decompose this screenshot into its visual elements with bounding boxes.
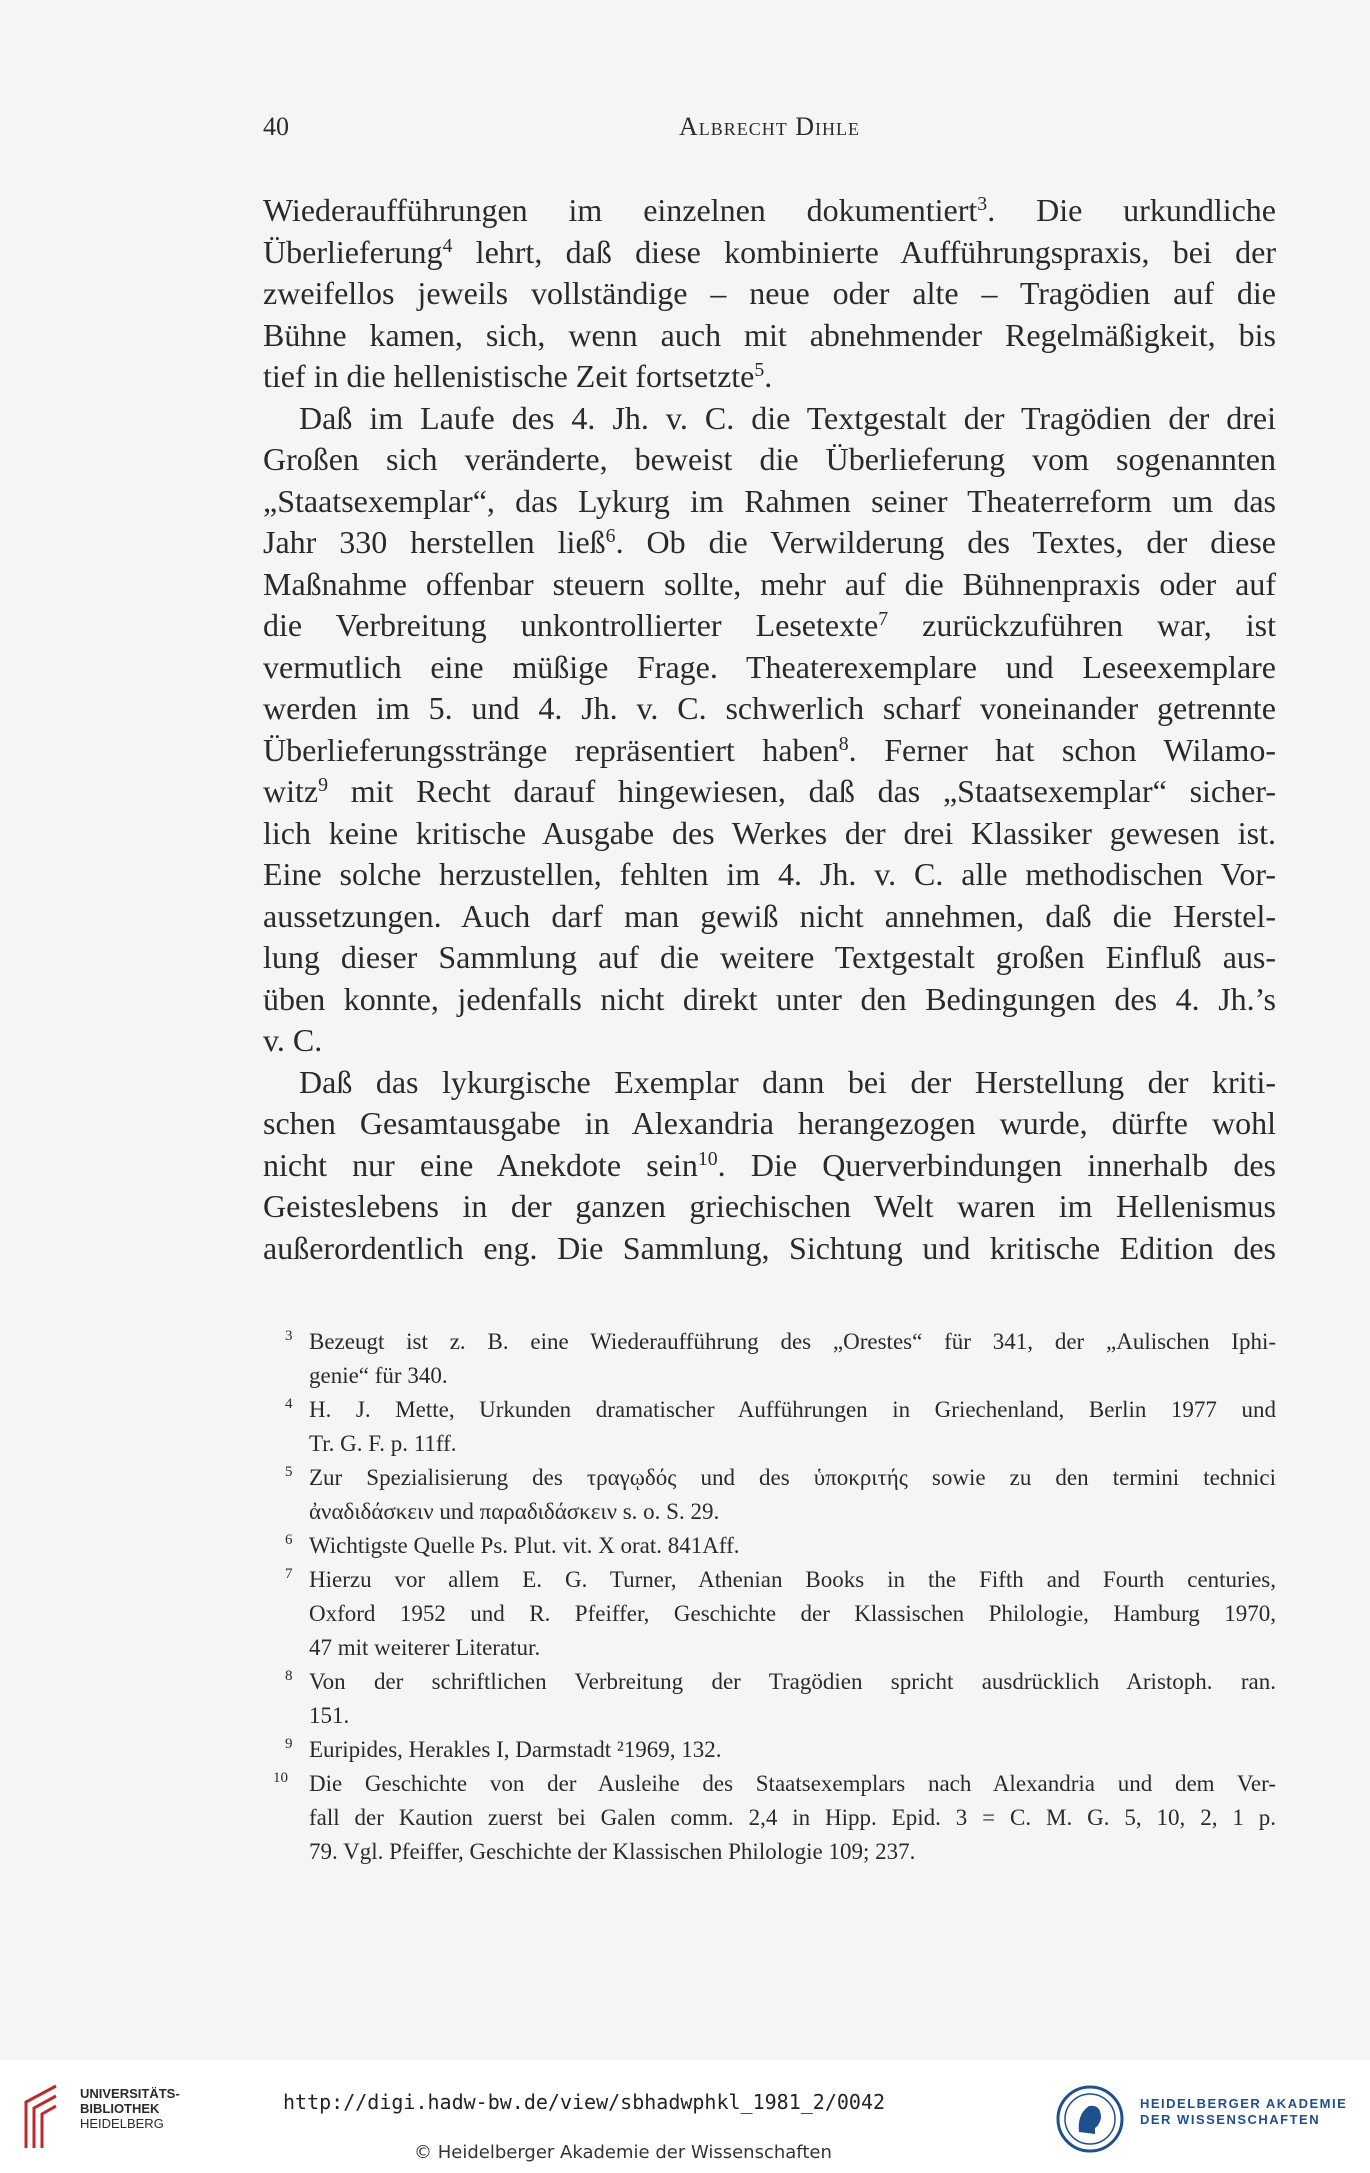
university-library-logo-icon	[20, 2082, 62, 2150]
running-head-author: Albrecht Dihle	[678, 112, 861, 141]
footnote-line: ἀναδιδάσκειν und παραδιδάσκειν s. o. S. 29.	[309, 1499, 720, 1524]
text-segment: Jahr 330 herstellen ließ	[263, 524, 606, 560]
footnote	[263, 1325, 1276, 1393]
footnote-line: Wichtigste Quelle Ps. Plut. vit. X orat. 841Aff.	[309, 1533, 740, 1558]
text-segment: außerordentlich eng. Die Sammlung, Sichtung und kritische Edition des	[263, 1229, 1276, 1266]
footnote-reference[interactable]: 3	[977, 193, 988, 216]
text-segment: schen Gesamtausgabe in Alexandria herangezogen wurde, dürfte wohl	[263, 1105, 1276, 1141]
academy-name	[1140, 2096, 1347, 2128]
text-segment: üben konnte, jedenfalls nicht direkt unter den Bedingungen des 4. Jh.’s	[263, 980, 1276, 1017]
text-line	[263, 1103, 1276, 1145]
text-segment: nicht nur eine Anekdote sein	[263, 1146, 698, 1183]
text-segment: lung dieser Sammlung auf die weitere Textgestalt großen Einfluß aus-	[263, 939, 1276, 975]
footnote-reference[interactable]: 4	[442, 234, 453, 257]
footnote-number: 10	[273, 1770, 288, 1786]
text-line	[263, 315, 1276, 357]
text-segment: lich keine kritische Ausgabe des Werkes der drei Klassiker gewesen ist.	[263, 814, 1276, 851]
footnote-reference[interactable]: 9	[318, 774, 329, 797]
copyright-notice: © Heidelberger Akademie der Wissenschaften	[414, 2142, 832, 2163]
text-line	[263, 688, 1276, 730]
text-line	[263, 522, 1276, 564]
text-line	[263, 232, 1276, 274]
text-segment: die Verbreitung unkontrollierter Lesetexte	[263, 607, 879, 643]
footnote-reference[interactable]: 8	[838, 732, 849, 755]
footnote-reference[interactable]: 7	[878, 608, 889, 631]
text-segment: .	[764, 358, 773, 394]
text-segment: zurückzuführen war, ist	[888, 607, 1276, 643]
footnote	[263, 1767, 1276, 1869]
footnote-number: 3	[285, 1328, 293, 1344]
text-line	[263, 273, 1276, 315]
text-line	[263, 979, 1276, 1021]
running-header	[263, 112, 1276, 152]
text-segment: vermutlich eine müßige Frage. Theaterexemplare und Leseexemplare	[263, 648, 1276, 685]
footnote	[263, 1461, 1276, 1529]
footnote-reference[interactable]: 10	[697, 1147, 718, 1170]
text-line	[263, 356, 1276, 398]
footnote-line: Hierzu vor allem E. G. Turner, Athenian Books in the Fifth and Fourth centuries,	[309, 1567, 1276, 1592]
footnote	[263, 1393, 1276, 1461]
text-segment: Wiederaufführungen im einzelnen dokumentiert	[263, 192, 978, 228]
text-segment: Großen sich veränderte, beweist die Überlieferung vom sogenannten	[263, 441, 1276, 477]
text-segment: Geisteslebens in der ganzen griechischen Welt waren im Hellenismus	[263, 1188, 1276, 1224]
text-line	[263, 896, 1276, 938]
text-segment: Überlieferungsstränge repräsentiert haben	[263, 731, 839, 768]
text-segment: . Ob die Verwilderung des Textes, der diese	[615, 524, 1276, 560]
digitization-footer	[0, 2060, 1370, 2173]
text-segment: . Die Querverbindungen innerhalb des	[717, 1146, 1277, 1183]
footnote-line: genie“ für 340.	[309, 1363, 448, 1388]
footnote-reference[interactable]: 5	[754, 359, 765, 382]
footnote-line: fall der Kaution zuerst bei Galen comm. 2,4 in Hipp. Epid. 3 = C. M. G. 5, 10, 2, 1 p.	[309, 1805, 1276, 1830]
footnote-number: 5	[285, 1464, 293, 1480]
text-segment: witz	[263, 773, 319, 809]
text-line	[263, 730, 1276, 772]
university-library-name	[80, 2086, 180, 2131]
footnote-line: Zur Spezialisierung des τραγῳδός und des ὑποκριτής sowie zu den termini technici	[309, 1465, 1276, 1490]
footnote	[263, 1733, 1276, 1767]
footnote-line: 79. Vgl. Pfeiffer, Geschichte der Klassischen Philologie 109; 237.	[309, 1839, 916, 1864]
page-number: 40	[263, 112, 289, 141]
footnote	[263, 1563, 1276, 1665]
text-line	[263, 1145, 1276, 1187]
academy-name-line1: HEIDELBERGER AKADEMIE	[1140, 2096, 1348, 2111]
text-line	[263, 854, 1276, 896]
text-segment: „Staatsexemplar“, das Lykurg im Rahmen seiner Theaterreform um das	[263, 482, 1276, 519]
main-text	[263, 190, 1276, 1269]
text-segment: lehrt, daß diese kombinierte Aufführungspraxis, bei der	[452, 233, 1276, 270]
text-segment: aussetzungen. Auch darf man gewiß nicht annehmen, daß die Herstel-	[263, 897, 1276, 934]
academy-name-line2: DER WISSENSCHAFTEN	[1140, 2112, 1321, 2127]
text-segment: werden im 5. und 4. Jh. v. C. schwerlich scharf voneinander getrennte	[263, 690, 1276, 726]
text-line	[263, 647, 1276, 689]
footnote-line: 47 mit weiterer Literatur.	[309, 1635, 541, 1660]
text-line	[263, 481, 1276, 523]
footnote	[263, 1665, 1276, 1733]
text-segment: . Die urkundliche	[987, 192, 1277, 228]
text-segment: Daß im Laufe des 4. Jh. v. C. die Textgestalt der Tragödien der drei	[299, 399, 1276, 436]
footnote-number: 4	[285, 1396, 293, 1412]
footnote-line: 151.	[309, 1703, 350, 1728]
text-segment: Maßnahme offenbar steuern sollte, mehr auf die Bühnenpraxis oder auf	[263, 565, 1276, 602]
text-line	[263, 1186, 1276, 1228]
footnote-number: 9	[285, 1736, 293, 1752]
footnote-line: Euripides, Herakles I, Darmstadt ²1969, 132.	[309, 1737, 722, 1762]
text-line	[263, 190, 1276, 232]
footnote-number: 8	[285, 1668, 293, 1684]
footnote-number: 6	[285, 1532, 293, 1548]
text-segment: v. C.	[263, 1022, 323, 1058]
footnotes	[263, 1325, 1276, 1869]
text-segment: mit Recht darauf hingewiesen, daß das „Staatsexemplar“ sicher-	[328, 773, 1276, 809]
permalink-url[interactable]: http://digi.hadw-bw.de/view/sbhadwphkl_1981_2/0042	[283, 2090, 886, 2114]
academy-seal-icon	[1055, 2084, 1125, 2154]
text-line	[263, 564, 1276, 606]
text-line	[263, 439, 1276, 481]
footnote-line: Von der schriftlichen Verbreitung der Tragödien spricht ausdrücklich Aristoph. ran.	[309, 1669, 1276, 1694]
text-line	[263, 605, 1276, 647]
footnote-reference[interactable]: 6	[605, 525, 616, 548]
text-segment: tief in die hellenistische Zeit fortsetzte	[263, 358, 755, 394]
text-segment: . Ferner hat schon Wilamo-	[848, 731, 1277, 768]
text-segment: Bühne kamen, sich, wenn auch mit abnehmender Regelmäßigkeit, bis	[263, 316, 1276, 353]
text-line	[263, 937, 1276, 979]
footnote-line: Oxford 1952 und R. Pfeiffer, Geschichte der Klassischen Philologie, Hamburg 1970,	[309, 1601, 1276, 1626]
footnote-line: Tr. G. F. p. 11ff.	[309, 1431, 457, 1456]
ub-name-line2: BIBLIOTHEK	[80, 2101, 160, 2116]
footnote-number: 7	[285, 1566, 293, 1582]
footnote-line: Die Geschichte von der Ausleihe des Staatsexemplars nach Alexandria und dem Ver-	[309, 1771, 1276, 1796]
text-line	[263, 398, 1276, 440]
text-segment: zweifellos jeweils vollständige – neue oder alte – Tragödien auf die	[263, 275, 1276, 311]
text-line	[263, 771, 1276, 813]
text-line	[263, 1020, 1276, 1062]
footnote-line: Bezeugt ist z. B. eine Wiederaufführung des „Orestes“ für 341, der „Aulischen Iphi-	[309, 1329, 1276, 1354]
text-line	[263, 1062, 1276, 1104]
text-segment: Daß das lykurgische Exemplar dann bei der Herstellung der kriti-	[299, 1063, 1276, 1100]
text-segment: Eine solche herzustellen, fehlten im 4. Jh. v. C. alle methodischen Vor-	[263, 856, 1276, 892]
footnote-line: H. J. Mette, Urkunden dramatischer Aufführungen in Griechenland, Berlin 1977 und	[309, 1397, 1276, 1422]
text-segment: Überlieferung	[263, 233, 443, 270]
text-line	[263, 1228, 1276, 1270]
footnote	[263, 1529, 1276, 1563]
text-line	[263, 813, 1276, 855]
ub-name-line1: UNIVERSITÄTS-	[80, 2086, 180, 2101]
ub-name-line3: HEIDELBERG	[80, 2116, 164, 2131]
